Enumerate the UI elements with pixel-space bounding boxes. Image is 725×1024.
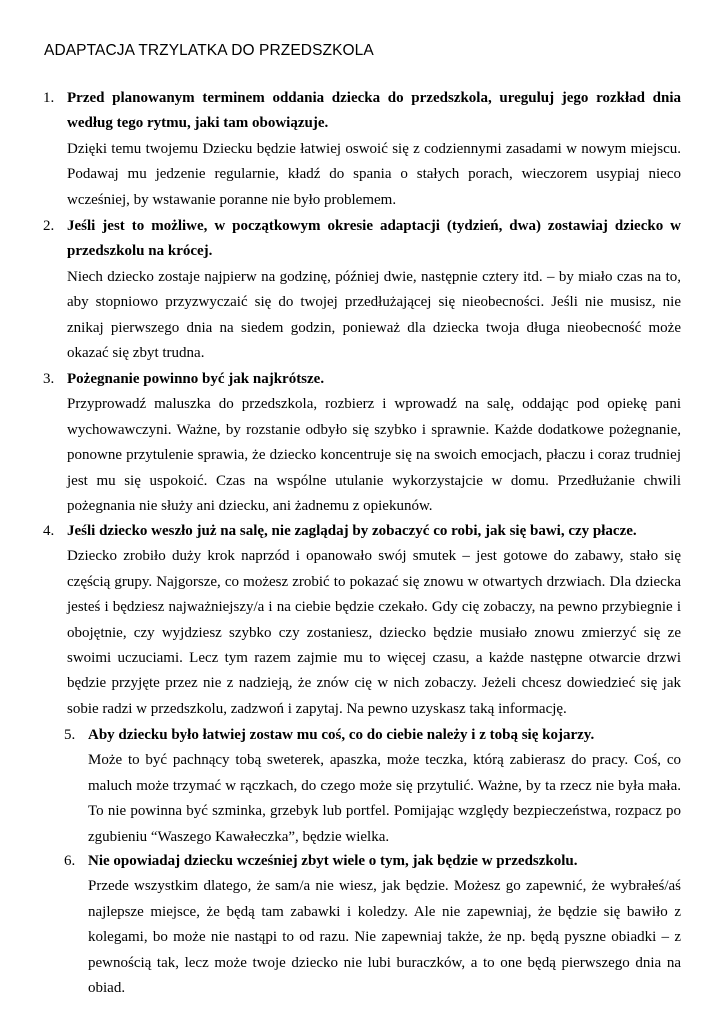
item-number: 6. [64,853,76,869]
item-heading: Jeśli dziecko weszło już na salę, nie zaglądaj by zobaczyć co robi, jak się bawi, czy płacze. [67,523,637,539]
item-number: 2. [43,218,55,234]
item-number: 5. [64,727,76,743]
list-item [64,849,681,1001]
item-heading: Aby dziecku było łatwiej zostaw mu coś, co do ciebie należy i z tobą się kojarzy. [88,727,595,743]
list-item [43,86,681,213]
item-body: Przede wszystkim dlatego, że sam/a nie wiesz, jak będzie. Możesz go zapewnić, że wybrałeś/aś najlepsze miejsce, że będą tam zabawki i koledzy. Ale nie zapewniaj, że będzie się bawiło z kolegami, bo może nie nastąpi to od razu. Nie zapewniaj także, że np. będą pyszne obiadki – z pewnością tak, lecz może twoje dziecko nie lubi buraczków, a to one będą pierwszego dnia na obiad. [88,878,681,997]
item-number: 1. [43,90,55,106]
item-heading: Jeśli jest to możliwe, w początkowym okresie adaptacji (tydzień, dwa) zostawiaj dziecko w przedszkolu na krócej. [67,218,681,260]
item-body: Niech dziecko zostaje najpierw na godzinę, później dwie, następnie cztery itd. – by miało czas na to, aby stopniowo przyzwyczaić się do twojej przedłużającej się nieobecności. Jeśli nie musisz, nie znikaj pierwszego dnia na siedem godzin, ponieważ dla dziecka twoja długa nieobecność może okazać się zbyt trudna. [67,268,681,362]
document-title: ADAPTACJA TRZYLATKA DO PRZEDSZKOLA [44,42,374,59]
item-number: 3. [43,371,55,387]
list-item [43,214,681,366]
item-body: Może to być pachnący tobą sweterek, apaszka, może teczka, którą zabierasz do pracy. Coś, co maluch może trzymać w rączkach, do czego może się przytulić. Ważne, by ta rzecz nie była mała. To nie powinna być szminka, grzebyk lub portfel. Pomijając względy bezpieczeństwa, rozpacz po zgubieniu “Waszego Kawałeczka”, będzie wielka. [88,752,681,845]
list-item [64,723,681,850]
item-body: Dzięki temu twojemu Dziecku będzie łatwiej oswoić się z codziennymi zasadami w nowym miejscu. Podawaj mu jedzenie regularnie, kładź do spania o stałych porach, wieczorem usypiaj nieco wcześniej, by wstawanie poranne nie było problemem. [67,140,681,208]
item-body: Dziecko zrobiło duży krok naprzód i opanowało swój smutek – jest gotowe do zabawy, stało się częścią grupy. Najgorsze, co możesz zrobić to pokazać się znowu w otwartych drzwiach. Dla dziecka jesteś i będziesz najważniejszy/a i na ciebie będzie czekało. Gdy cię zobaczy, na pewno przybiegnie i obojętnie, czy wyjdziesz szybko czy zostaniesz, dziecko będzie musiało znowu zmierzyć się ze swoimi uczuciami. Lecz tym razem zajmie mu to więcej czasu, a każde następne otwarcie drzwi będzie przyjęte przez nie z nadzieją, że znów cię w nich zobaczy. Jeżeli chcesz dowiedzieć się jak sobie radzi w przedszkolu, zadzwoń i zapytaj. Na pewno uzyskasz taką informację. [67,548,681,717]
item-heading: Przed planowanym terminem oddania dziecka do przedszkola, ureguluj jego rozkład dnia według tego rytmu, jaki tam obowiązuje. [67,90,681,132]
item-body: Przyprowadź maluszka do przedszkola, rozbierz i wprowadź na salę, oddając pod opiekę pani wychowawczyni. Ważne, by rozstanie odbyło się szybko i sprawnie. Każde dodatkowe pożegnanie, ponowne przytulenie sprawia, że dziecko koncentruje się na swoich emocjach, płaczu i coraz trudniej jest mu się uspokoić. Czas na wspólne utulanie wykorzystajcie w domu. Przedłużanie chwili pożegnania nie służy ani dziecku, ani żadnemu z opiekunów. [67,396,681,515]
list-item [43,367,681,519]
item-number: 4. [43,523,55,539]
list-item [43,519,681,722]
item-heading: Nie opowiadaj dziecku wcześniej zbyt wiele o tym, jak będzie w przedszkolu. [88,853,578,869]
item-heading: Pożegnanie powinno być jak najkrótsze. [67,371,325,387]
